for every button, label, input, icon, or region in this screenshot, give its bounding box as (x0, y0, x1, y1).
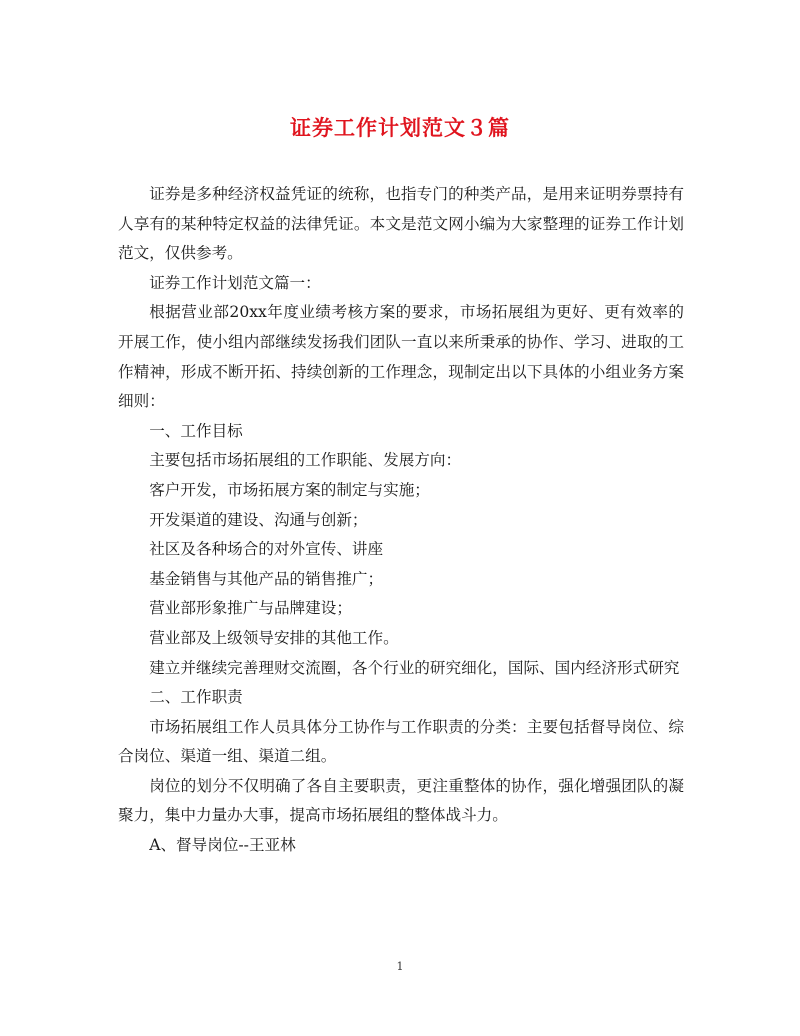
heading-work-duties: 二、工作职责 (149, 688, 243, 707)
document-body (118, 180, 684, 861)
paragraph-functions-intro: 主要包括市场拓展组的工作职能、发展方向： (149, 451, 462, 470)
paragraph-duty-division: 市场拓展组工作人员具体分工协作与工作职责的分类：主要包括督导岗位、综合岗位、渠道一组、渠道二组。 (118, 717, 684, 766)
paragraph-intro: 证券是多种经济权益凭证的统称，也指专门的种类产品，是用来证明券票持有人享有的某种特定权益的法律凭证。本文是范文网小编为大家整理的证券工作计划范文，仅供参考。 (118, 185, 684, 263)
heading-work-goals: 一、工作目标 (149, 421, 243, 440)
paragraph-plan-basis: 根据营业部20xx年度业绩考核方案的要求，市场拓展组为更好、更有效率的开展工作，使小组内部继续发扬我们团队一直以来所秉承的协作、学习、进取的工作精神，形成不断开拓、持续创新的工作理念，现制定出以下具体的小组业务方案细则： (118, 303, 684, 411)
list-item: 营业部形象推广与品牌建设； (149, 599, 352, 618)
list-item: 基金销售与其他产品的销售推广； (149, 569, 384, 588)
list-item: 开发渠道的建设、沟通与创新； (149, 510, 368, 529)
page-number: 1 (396, 960, 404, 973)
paragraph-research: 建立并继续完善理财交流圈，各个行业的研究细化，国际、国内经济形式研究 (149, 658, 680, 677)
document-title: 证券工作计划范文３篇 (290, 115, 510, 140)
list-item: 社区及各种场合的对外宣传、讲座 (149, 540, 384, 559)
list-item: 客户开发，市场拓展方案的制定与实施； (149, 480, 430, 499)
paragraph-supervisor-role: A、督导岗位--王亚林 (149, 836, 296, 855)
paragraph-section-label: 证券工作计划范文篇一： (149, 273, 321, 292)
paragraph-teamwork: 岗位的划分不仅明确了各自主要职责，更注重整体的协作，强化增强团队的凝聚力，集中力量办大事，提高市场拓展组的整体战斗力。 (118, 776, 684, 825)
list-item: 营业部及上级领导安排的其他工作。 (149, 628, 399, 647)
